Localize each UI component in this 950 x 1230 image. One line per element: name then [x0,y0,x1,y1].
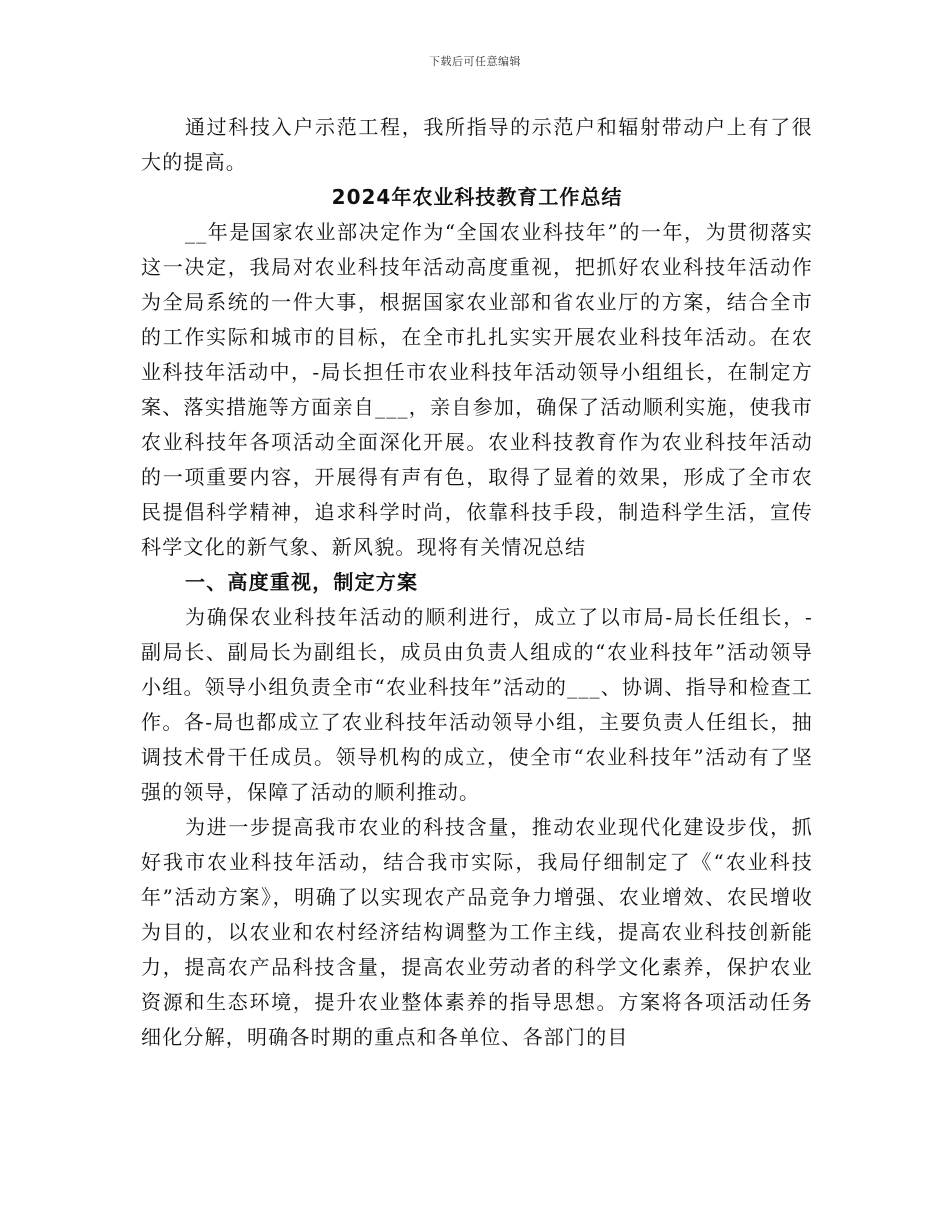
document-title: 2024年农业科技教育工作总结 [331,185,623,209]
page-header: 下载后可任意编辑 [429,55,521,68]
section-heading-1: 一、高度重视，制定方案 [185,570,419,594]
body-paragraph-2: 为确保农业科技年活动的顺利进行，成立了以市局-局长任组长，-副局长、副局长为副组长，成员由负责人组成的“农业科技年”活动领导小组。领导小组负责全市“农业科技年”活动的___、协调、指导和检查工作。各-局也都成立了农业科技年活动领导小组，主要负责人任组长，抽调技术骨干任成员。领导机构的成立，使全市“农业科技年”活动有了坚强的领导，保障了活动的顺利推动。 [141,605,813,804]
intro-paragraph: 通过科技入户示范工程，我所指导的示范户和辐射带动户上有了很大的提高。 [141,115,813,174]
document-body [141,110,813,1055]
body-paragraph-1: __年是国家农业部决定作为“全国农业科技年”的一年，为贯彻落实这一决定，我局对农业科技年活动高度重视，把抓好农业科技年活动作为全局系统的一件大事，根据国家农业部和省农业厅的方案，结合全市的工作实际和城市的目标，在全市扎扎实实开展农业科技年活动。在农业科技年活动中，-局长担任市农业科技年活动领导小组组长，在制定方案、落实措施等方面亲自___，亲自参加，确保了活动顺利实施，使我市农业科技年各项活动全面深化开展。农业科技教育作为农业科技年活动的一项重要内容，开展得有声有色，取得了显着的效果，形成了全市农民提倡科学精神，追求科学时尚，依靠科技手段，制造科学生活，宣传科学文化的新气象、新风貌。现将有关情况总结 [141,220,813,559]
body-paragraph-3: 为进一步提高我市农业的科技含量，推动农业现代化建设步伐，抓好我市农业科技年活动，结合我市实际，我局仔细制定了《“农业科技年”活动方案》，明确了以实现农产品竞争力增强、农业增效、农民增收为目的，以农业和农村经济结构调整为工作主线，提高农业科技创新能力，提高农产品科技含量，提高农业劳动者的科学文化素养，保护农业资源和生态环境，提升农业整体素养的指导思想。方案将各项活动任务细化分解，明确各时期的重点和各单位、各部门的目 [141,815,813,1049]
